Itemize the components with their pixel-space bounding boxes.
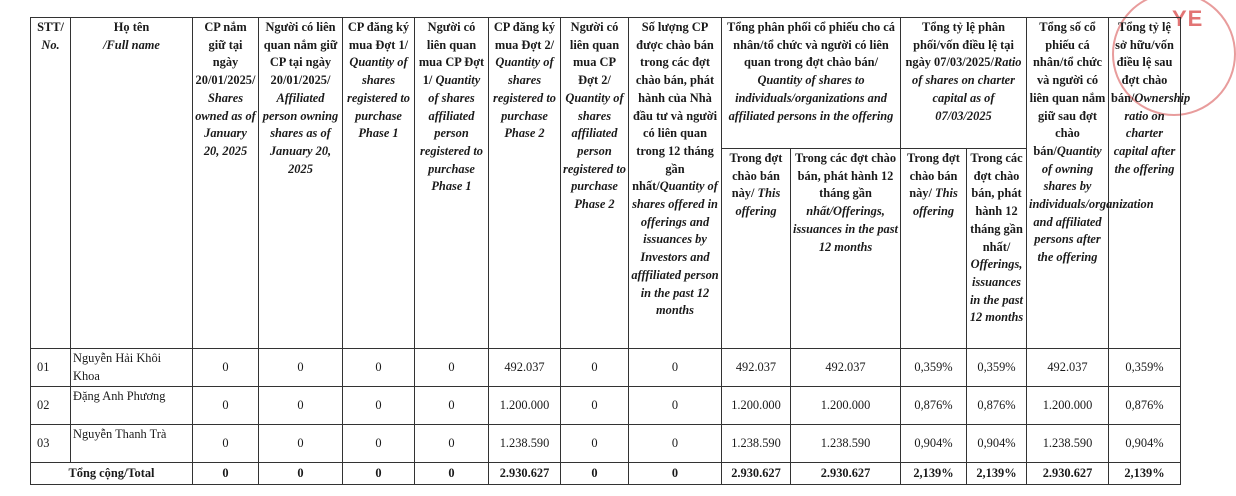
cell-registered-phase-1: 0 bbox=[343, 387, 415, 425]
table-row bbox=[31, 387, 1181, 425]
cell-ratio-past: 0,904% bbox=[967, 425, 1027, 463]
header-registered-phase-1: CP đăng ký mua Đợt 1/ Quantity of shares registered to purchase Phase 1 bbox=[343, 18, 415, 349]
cell-registered-phase-2: 492.037 bbox=[489, 349, 561, 387]
cell-held: 0 bbox=[193, 387, 259, 425]
total-past-12-months: 2.930.627 bbox=[791, 463, 901, 485]
total-ratio-past: 2,139% bbox=[967, 463, 1027, 485]
total-registered-phase-1: 0 bbox=[343, 463, 415, 485]
total-after-offering: 2.930.627 bbox=[1027, 463, 1109, 485]
cell-held: 0 bbox=[193, 425, 259, 463]
header-held: CP nắm giữ tại ngày 20/01/2025/ Shares owned as of January 20, 2025 bbox=[193, 18, 259, 349]
cell-affiliated-phase-1: 0 bbox=[415, 349, 489, 387]
cell-affiliated-phase-1: 0 bbox=[415, 425, 489, 463]
cell-registered-phase-2: 1.238.590 bbox=[489, 425, 561, 463]
header-affiliated-held: Người có liên quan nắm giữ CP tại ngày 20/01/2025/ Affiliated person owning shares as of January 20, 2025 bbox=[259, 18, 343, 349]
cell-offered-12-months: 0 bbox=[629, 349, 722, 387]
total-ownership: 2,139% bbox=[1109, 463, 1181, 485]
header-past-12-months: Trong các đợt chào bán, phát hành 12 tháng gần nhất/Offerings, issuances in the past 12 months bbox=[791, 149, 901, 349]
cell-offered-12-months: 0 bbox=[629, 425, 722, 463]
row-stt: 01 bbox=[31, 349, 71, 387]
cell-this-offering: 1.200.000 bbox=[722, 387, 791, 425]
total-label: Tổng cộng/Total bbox=[31, 463, 193, 485]
header-ratio-past-12-months: Trong các đợt chào bán, phát hành 12 tháng gần nhất/ Offerings, issuances in the past 12 months bbox=[967, 149, 1027, 349]
cell-past-12-months: 1.200.000 bbox=[791, 387, 901, 425]
cell-affiliated-held: 0 bbox=[259, 387, 343, 425]
cell-ratio-past: 0,359% bbox=[967, 349, 1027, 387]
header-affiliated-phase-1: Người có liên quan mua CP Đợt 1/ Quantity of shares affiliated person registered to purchase Phase 1 bbox=[415, 18, 489, 349]
cell-ownership: 0,359% bbox=[1109, 349, 1181, 387]
cell-total-after: 1.200.000 bbox=[1027, 387, 1109, 425]
cell-total-after: 492.037 bbox=[1027, 349, 1109, 387]
cell-affiliated-phase-1: 0 bbox=[415, 387, 489, 425]
cell-offered-12-months: 0 bbox=[629, 387, 722, 425]
cell-this-offering: 492.037 bbox=[722, 349, 791, 387]
total-this-offering: 2.930.627 bbox=[722, 463, 791, 485]
header-total-ratio: Tổng tỷ lệ phân phối/vốn điều lệ tại ngày 07/03/2025/Ratio of shares on charter capital as of 07/03/2025 bbox=[901, 18, 1027, 149]
total-registered-phase-2: 2.930.627 bbox=[489, 463, 561, 485]
header-ratio-this-offering: Trong đợt chào bán này/ This offering bbox=[901, 149, 967, 349]
total-affiliated-held: 0 bbox=[259, 463, 343, 485]
header-registered-phase-2: CP đăng ký mua Đợt 2/ Quantity of shares registered to purchase Phase 2 bbox=[489, 18, 561, 349]
table-row bbox=[31, 349, 1181, 387]
cell-ownership: 0,876% bbox=[1109, 387, 1181, 425]
cell-affiliated-phase-2: 0 bbox=[561, 425, 629, 463]
total-affiliated-phase-1: 0 bbox=[415, 463, 489, 485]
cell-this-offering: 1.238.590 bbox=[722, 425, 791, 463]
cell-held: 0 bbox=[193, 349, 259, 387]
header-affiliated-phase-2: Người có liên quan mua CP Đợt 2/ Quantity of shares affiliated person registered to purchase Phase 2 bbox=[561, 18, 629, 349]
header-offered-12-months: Số lượng CP được chào bán trong các đợt chào bán, phát hành của Nhà đầu tư và người có liên quan trong 12 tháng gần nhất/Quantity of shares offered in offerings and issuances by Investors and afffiliated person in the past 12 months bbox=[629, 18, 722, 349]
cell-total-after: 1.238.590 bbox=[1027, 425, 1109, 463]
row-stt: 03 bbox=[31, 425, 71, 463]
cell-ownership: 0,904% bbox=[1109, 425, 1181, 463]
total-ratio-this: 2,139% bbox=[901, 463, 967, 485]
row-name: Đặng Anh Phương bbox=[71, 387, 193, 425]
row-name: Nguyễn Hải Khôi Khoa bbox=[71, 349, 193, 387]
cell-registered-phase-1: 0 bbox=[343, 425, 415, 463]
header-total-distribution: Tổng phân phối cổ phiếu cho cá nhân/tổ chức và người có liên quan trong đợt chào bán/ Quantity of shares to individuals/organizations and affiliated persons in the offering bbox=[722, 18, 901, 149]
cell-affiliated-phase-2: 0 bbox=[561, 349, 629, 387]
table-row bbox=[31, 425, 1181, 463]
cell-affiliated-phase-2: 0 bbox=[561, 387, 629, 425]
header-this-offering: Trong đợt chào bán này/ This offering bbox=[722, 149, 791, 349]
total-row bbox=[31, 463, 1181, 485]
header-total-after-offering: Tổng số cổ phiếu cá nhân/tổ chức và người có liên quan nắm giữ sau đợt chào bán/Quantity of owning shares by individuals/organization and affiliated persons after the offering bbox=[1027, 18, 1109, 349]
share-distribution-table bbox=[30, 17, 1191, 485]
row-stt: 02 bbox=[31, 387, 71, 425]
total-offered-12-months: 0 bbox=[629, 463, 722, 485]
cell-past-12-months: 492.037 bbox=[791, 349, 901, 387]
header-stt: STT/ No. bbox=[31, 18, 71, 349]
cell-registered-phase-2: 1.200.000 bbox=[489, 387, 561, 425]
cell-ratio-past: 0,876% bbox=[967, 387, 1027, 425]
row-name: Nguyễn Thanh Trà bbox=[71, 425, 193, 463]
cell-affiliated-held: 0 bbox=[259, 425, 343, 463]
cell-past-12-months: 1.238.590 bbox=[791, 425, 901, 463]
header-ownership-ratio: Tổng tỷ lệ sở hữu/vốn điều lệ sau đợt chào bán/Ownership ratio on charter capital after the offering bbox=[1109, 18, 1181, 349]
total-held: 0 bbox=[193, 463, 259, 485]
seal-text: YE bbox=[1172, 6, 1204, 31]
total-affiliated-phase-2: 0 bbox=[561, 463, 629, 485]
cell-ratio-this: 0,359% bbox=[901, 349, 967, 387]
cell-affiliated-held: 0 bbox=[259, 349, 343, 387]
cell-ratio-this: 0,876% bbox=[901, 387, 967, 425]
cell-registered-phase-1: 0 bbox=[343, 349, 415, 387]
header-name: Họ tên /Full name bbox=[71, 18, 193, 349]
cell-ratio-this: 0,904% bbox=[901, 425, 967, 463]
